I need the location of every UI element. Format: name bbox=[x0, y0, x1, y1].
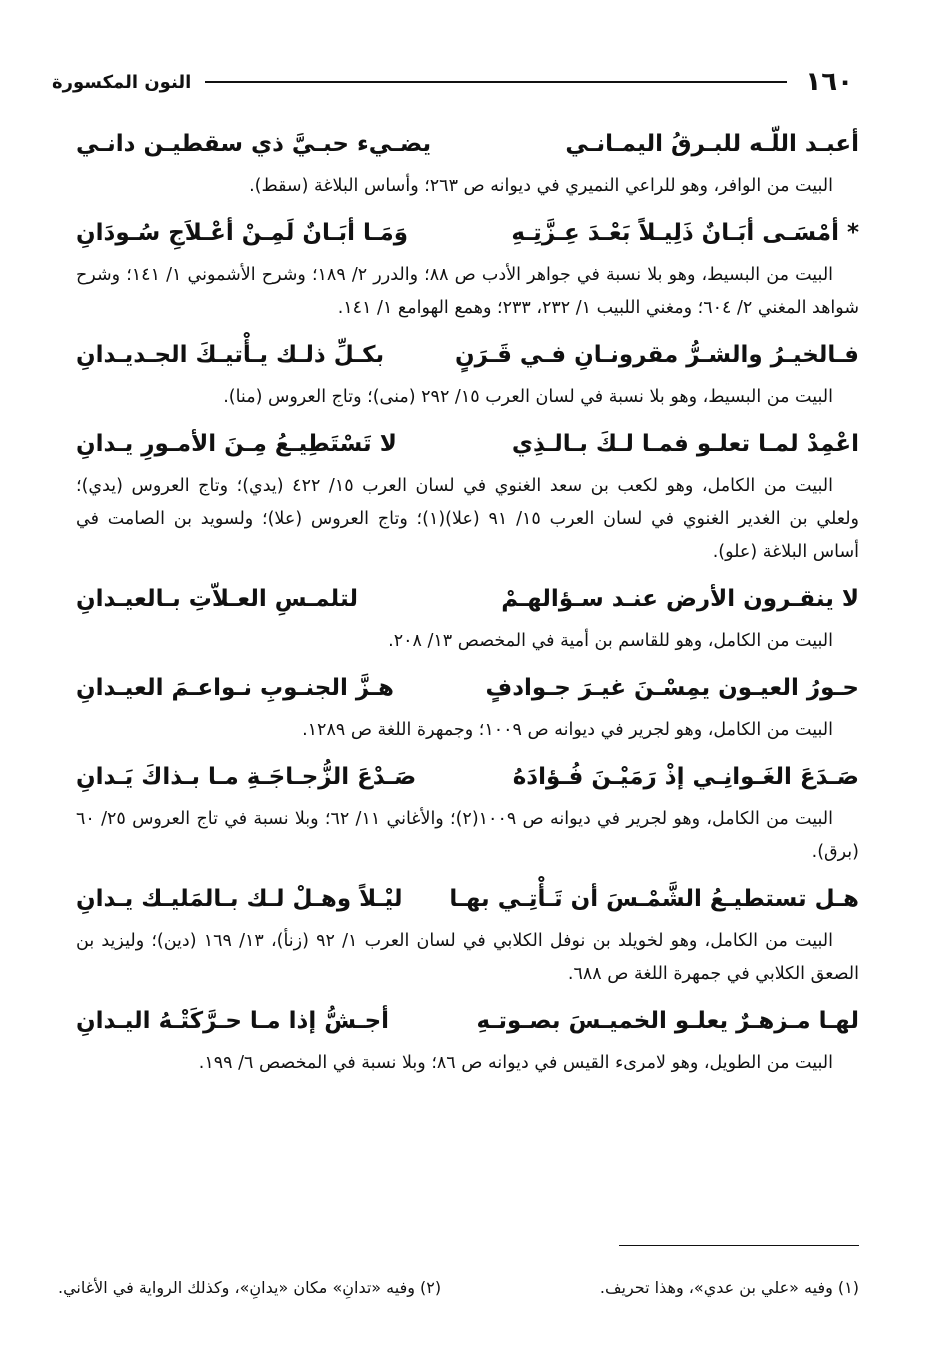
verse-line bbox=[76, 207, 859, 259]
verse-first-hemistich: أعبـد اللّـه للبـرقُ اليمـانـي bbox=[565, 131, 859, 157]
footnote-1: (١) وفيه «علي بن عدي»، وهذا تحريف. bbox=[599, 1278, 859, 1297]
verse-note: البيت من البسيط، وهو بلا نسبة في جواهر الأدب ص ٨٨؛ والدرر ٢/ ١٨٩؛ وشرح الأشموني ١/ ١٤١؛ وشرح شواهد المغني ٢/ ٦٠٤؛ ومغني اللبيب ١/ ٢٣٢، ٢٣٣؛ وهمع الهوامع ١/ ١٤١. bbox=[76, 265, 859, 318]
verse-second-hemistich: هـزَّ الجنـوبِ نـواعـمَ العيـدانِ bbox=[76, 675, 394, 701]
footnote-2: (٢) وفيه «تدانِ» مكان «يدانِ»، وكذلك الرواية في الأغاني. bbox=[58, 1278, 442, 1297]
verse-note: البيت من الكامل، وهو لخويلد بن نوفل الكلابي في لسان العرب ١/ ٩٢ (زنأ)، ١٣/ ١٦٩ (دين)؛ وليزيد بن الصعق الكلابي في جمهرة اللغة ص ٦٨٨. bbox=[76, 931, 859, 984]
footnote-separator bbox=[619, 1245, 859, 1246]
verse-second-hemistich: يضـيء حبـيَّ ذي سقطيـن دانـي bbox=[76, 131, 432, 157]
verse-first-hemistich: فـالخيـرُ والشـرُّ مقرونـانِ فـي قَـرَنٍ bbox=[455, 342, 859, 368]
verse-second-hemistich: لتلمـسِ العـلاّتِ بـالعيـدانِ bbox=[76, 586, 358, 612]
verse-second-hemistich: بكـلِّ ذلـك يـأْتيـكَ الجـديـدانِ bbox=[76, 342, 385, 368]
footnotes bbox=[58, 1278, 859, 1297]
verse-second-hemistich: صَـدْعَ الزُّجـاجَـةِ مـا بـذاكَ يَـدانِ bbox=[76, 764, 417, 790]
verse-line bbox=[76, 995, 859, 1047]
verse-first-hemistich: حـورُ العيـون يمِسْـنَ غيـرَ جـوادفٍ bbox=[485, 675, 859, 701]
verse-line bbox=[76, 873, 859, 925]
verse-first-hemistich: صَـدَعَ الغَـوانِـي إذْ رَمَيْـنَ فُـؤادَهُ bbox=[512, 764, 859, 790]
verse-note: البيت من الكامل، وهو للقاسم بن أمية في المخصص ١٣/ ٢٠٨. bbox=[388, 631, 833, 651]
verse-line bbox=[76, 329, 859, 381]
verse-line bbox=[76, 751, 859, 803]
verse-note: البيت من الطويل، وهو لامرىء القيس في ديوانه ص ٨٦؛ وبلا نسبة في المخصص ٦/ ١٩٩. bbox=[198, 1053, 833, 1073]
verse-note: البيت من الوافر، وهو للراعي النميري في ديوانه ص ٢٦٣؛ وأساس البلاغة (سقط). bbox=[249, 176, 833, 196]
verse-second-hemistich: لا تَسْتَطِيـعُ مِـنَ الأمـورِ يـدانِ bbox=[76, 431, 397, 457]
header-rule bbox=[205, 81, 787, 83]
verse-first-hemistich: لا ينقـرون الأرض عنـد سـؤالهـمْ bbox=[501, 586, 859, 612]
page-header bbox=[52, 62, 853, 102]
verse-note: البيت من الكامل، وهو لجرير في ديوانه ص ١٠٠٩(٢)؛ والأغاني ١١/ ٦٢؛ وبلا نسبة في تاج العروس ٢٥/ ٦٠ (برق). bbox=[76, 809, 859, 862]
main-text bbox=[76, 118, 859, 1084]
verse-first-hemistich: لهـا مـزهـرٌ يعلـو الخميـسَ بصـوتـهِ bbox=[476, 1008, 859, 1034]
page-number: ١٦٠ bbox=[805, 67, 853, 97]
running-title: النون المكسورة bbox=[52, 71, 192, 93]
verse-second-hemistich: ليْـلاً وهـلْ لـك بـالمَليـك يـدانِ bbox=[76, 886, 403, 912]
verse-note: البيت من الكامل، وهو لكعب بن سعد الغنوي في لسان العرب ١٥/ ٤٢٢ (يدي)؛ وتاج العروس (يدي)؛ ولعلي بن الغدير الغنوي في لسان العرب ١٥/ ٩١ (علا)(١)؛ وتاج العروس (علا)؛ ولسويد بن الصامت في أساس البلاغة (علو). bbox=[76, 476, 859, 562]
verse-line bbox=[76, 662, 859, 714]
verse-line bbox=[76, 573, 859, 625]
verse-first-hemistich: * أمْسَـى أبَـانٌ ذَلِيـلاً بَعْـدَ عِـزَّتِـهِ bbox=[511, 220, 859, 246]
verse-first-hemistich: هـل تستطيـعُ الشَّمْـسَ أن تَـأْتِـي بهـا bbox=[449, 886, 859, 912]
verse-line bbox=[76, 118, 859, 170]
verse-line bbox=[76, 418, 859, 470]
verse-first-hemistich: اعْمِدْ لمـا تعلـو فمـا لـكَ بـالـذِي bbox=[511, 431, 859, 457]
verse-second-hemistich: أجـشُّ إذا مـا حـرَّكَتْـهُ اليـدانِ bbox=[76, 1008, 390, 1034]
verse-note: البيت من الكامل، وهو لجرير في ديوانه ص ١٠٠٩؛ وجمهرة اللغة ص ١٢٨٩. bbox=[302, 720, 833, 740]
verse-second-hemistich: وَمَـا أبَـانٌ لَمِـنْ أعْـلاَجِ سُـودَانِ bbox=[76, 220, 409, 246]
verse-note: البيت من البسيط، وهو بلا نسبة في لسان العرب ١٥/ ٢٩٢ (منى)؛ وتاج العروس (منا). bbox=[223, 387, 833, 407]
